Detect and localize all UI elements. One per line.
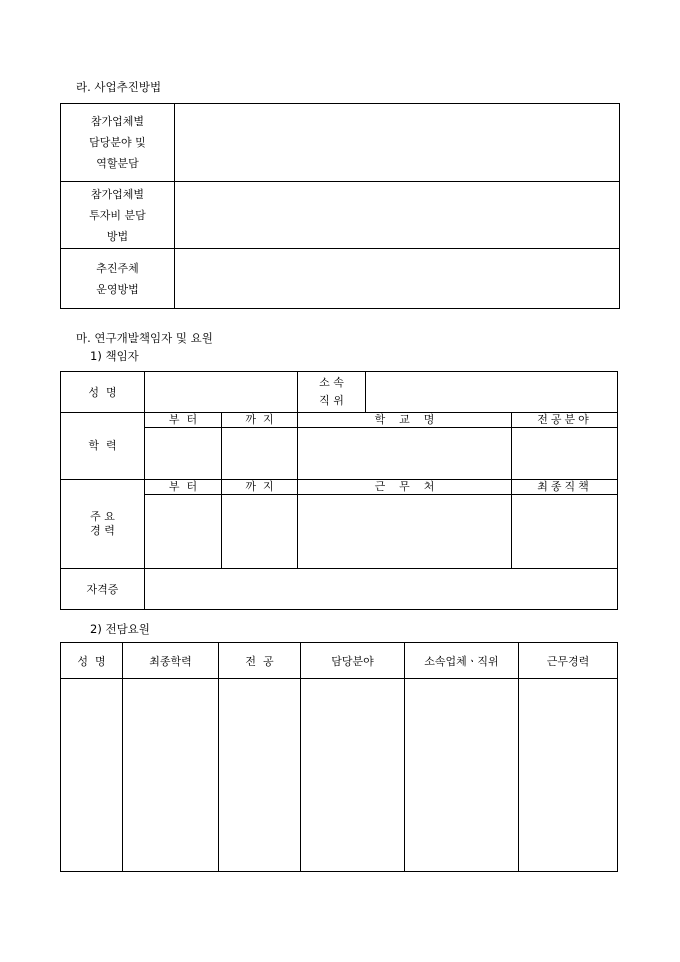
edu-major-header: 전공분야 <box>512 413 618 428</box>
certificate-label: 자격증 <box>61 569 145 610</box>
career-to-cell[interactable] <box>222 495 298 569</box>
staff-field-header: 담당분야 <box>301 643 405 679</box>
section-ma-heading: 마. 연구개발책임자 및 요원 <box>76 331 213 345</box>
investment-share-cell[interactable] <box>175 182 620 249</box>
operation-method-cell[interactable] <box>175 249 620 309</box>
education-label: 학 력 <box>61 413 145 480</box>
edu-school-cell[interactable] <box>298 428 512 480</box>
edu-from-cell[interactable] <box>145 428 222 480</box>
staff-career-header: 근무경력 <box>519 643 618 679</box>
career-workplace-header: 근 무 처 <box>298 480 512 495</box>
staff-company-cell[interactable] <box>405 679 519 872</box>
career-to-header: 까 지 <box>222 480 298 495</box>
career-label: 주 요 경 력 <box>61 480 145 569</box>
staff-education-cell[interactable] <box>123 679 219 872</box>
role-division-label: 참가업체별 담당분야 및 역할분담 <box>61 104 175 182</box>
career-position-cell[interactable] <box>512 495 618 569</box>
manager-subheading: 1) 책임자 <box>90 349 139 363</box>
staff-major-cell[interactable] <box>219 679 301 872</box>
role-division-cell[interactable] <box>175 104 620 182</box>
staff-career-cell[interactable] <box>519 679 618 872</box>
staff-name-header: 성 명 <box>61 643 123 679</box>
edu-to-cell[interactable] <box>222 428 298 480</box>
staff-subheading: 2) 전담요원 <box>90 622 150 636</box>
career-position-header: 최종직책 <box>512 480 618 495</box>
staff-education-header: 최종학력 <box>123 643 219 679</box>
investment-share-label: 참가업체별 투자비 분담 방법 <box>61 182 175 249</box>
manager-name-cell[interactable] <box>145 372 298 413</box>
manager-affiliation-cell[interactable] <box>366 372 618 413</box>
career-from-header: 부 터 <box>145 480 222 495</box>
edu-major-cell[interactable] <box>512 428 618 480</box>
manager-name-label: 성 명 <box>61 372 145 413</box>
edu-from-header: 부 터 <box>145 413 222 428</box>
manager-table <box>60 371 618 610</box>
staff-field-cell[interactable] <box>301 679 405 872</box>
career-workplace-cell[interactable] <box>298 495 512 569</box>
staff-company-header: 소속업체ㆍ직위 <box>405 643 519 679</box>
operation-method-label: 추진주체 운영방법 <box>61 249 175 309</box>
staff-table <box>60 642 618 872</box>
project-method-table <box>60 103 620 309</box>
edu-to-header: 까 지 <box>222 413 298 428</box>
section-ra-heading: 라. 사업추진방법 <box>76 80 162 94</box>
staff-major-header: 전 공 <box>219 643 301 679</box>
manager-affiliation-label: 소 속 직 위 <box>298 372 366 413</box>
edu-school-header: 학 교 명 <box>298 413 512 428</box>
staff-name-cell[interactable] <box>61 679 123 872</box>
certificate-cell[interactable] <box>145 569 618 610</box>
career-from-cell[interactable] <box>145 495 222 569</box>
